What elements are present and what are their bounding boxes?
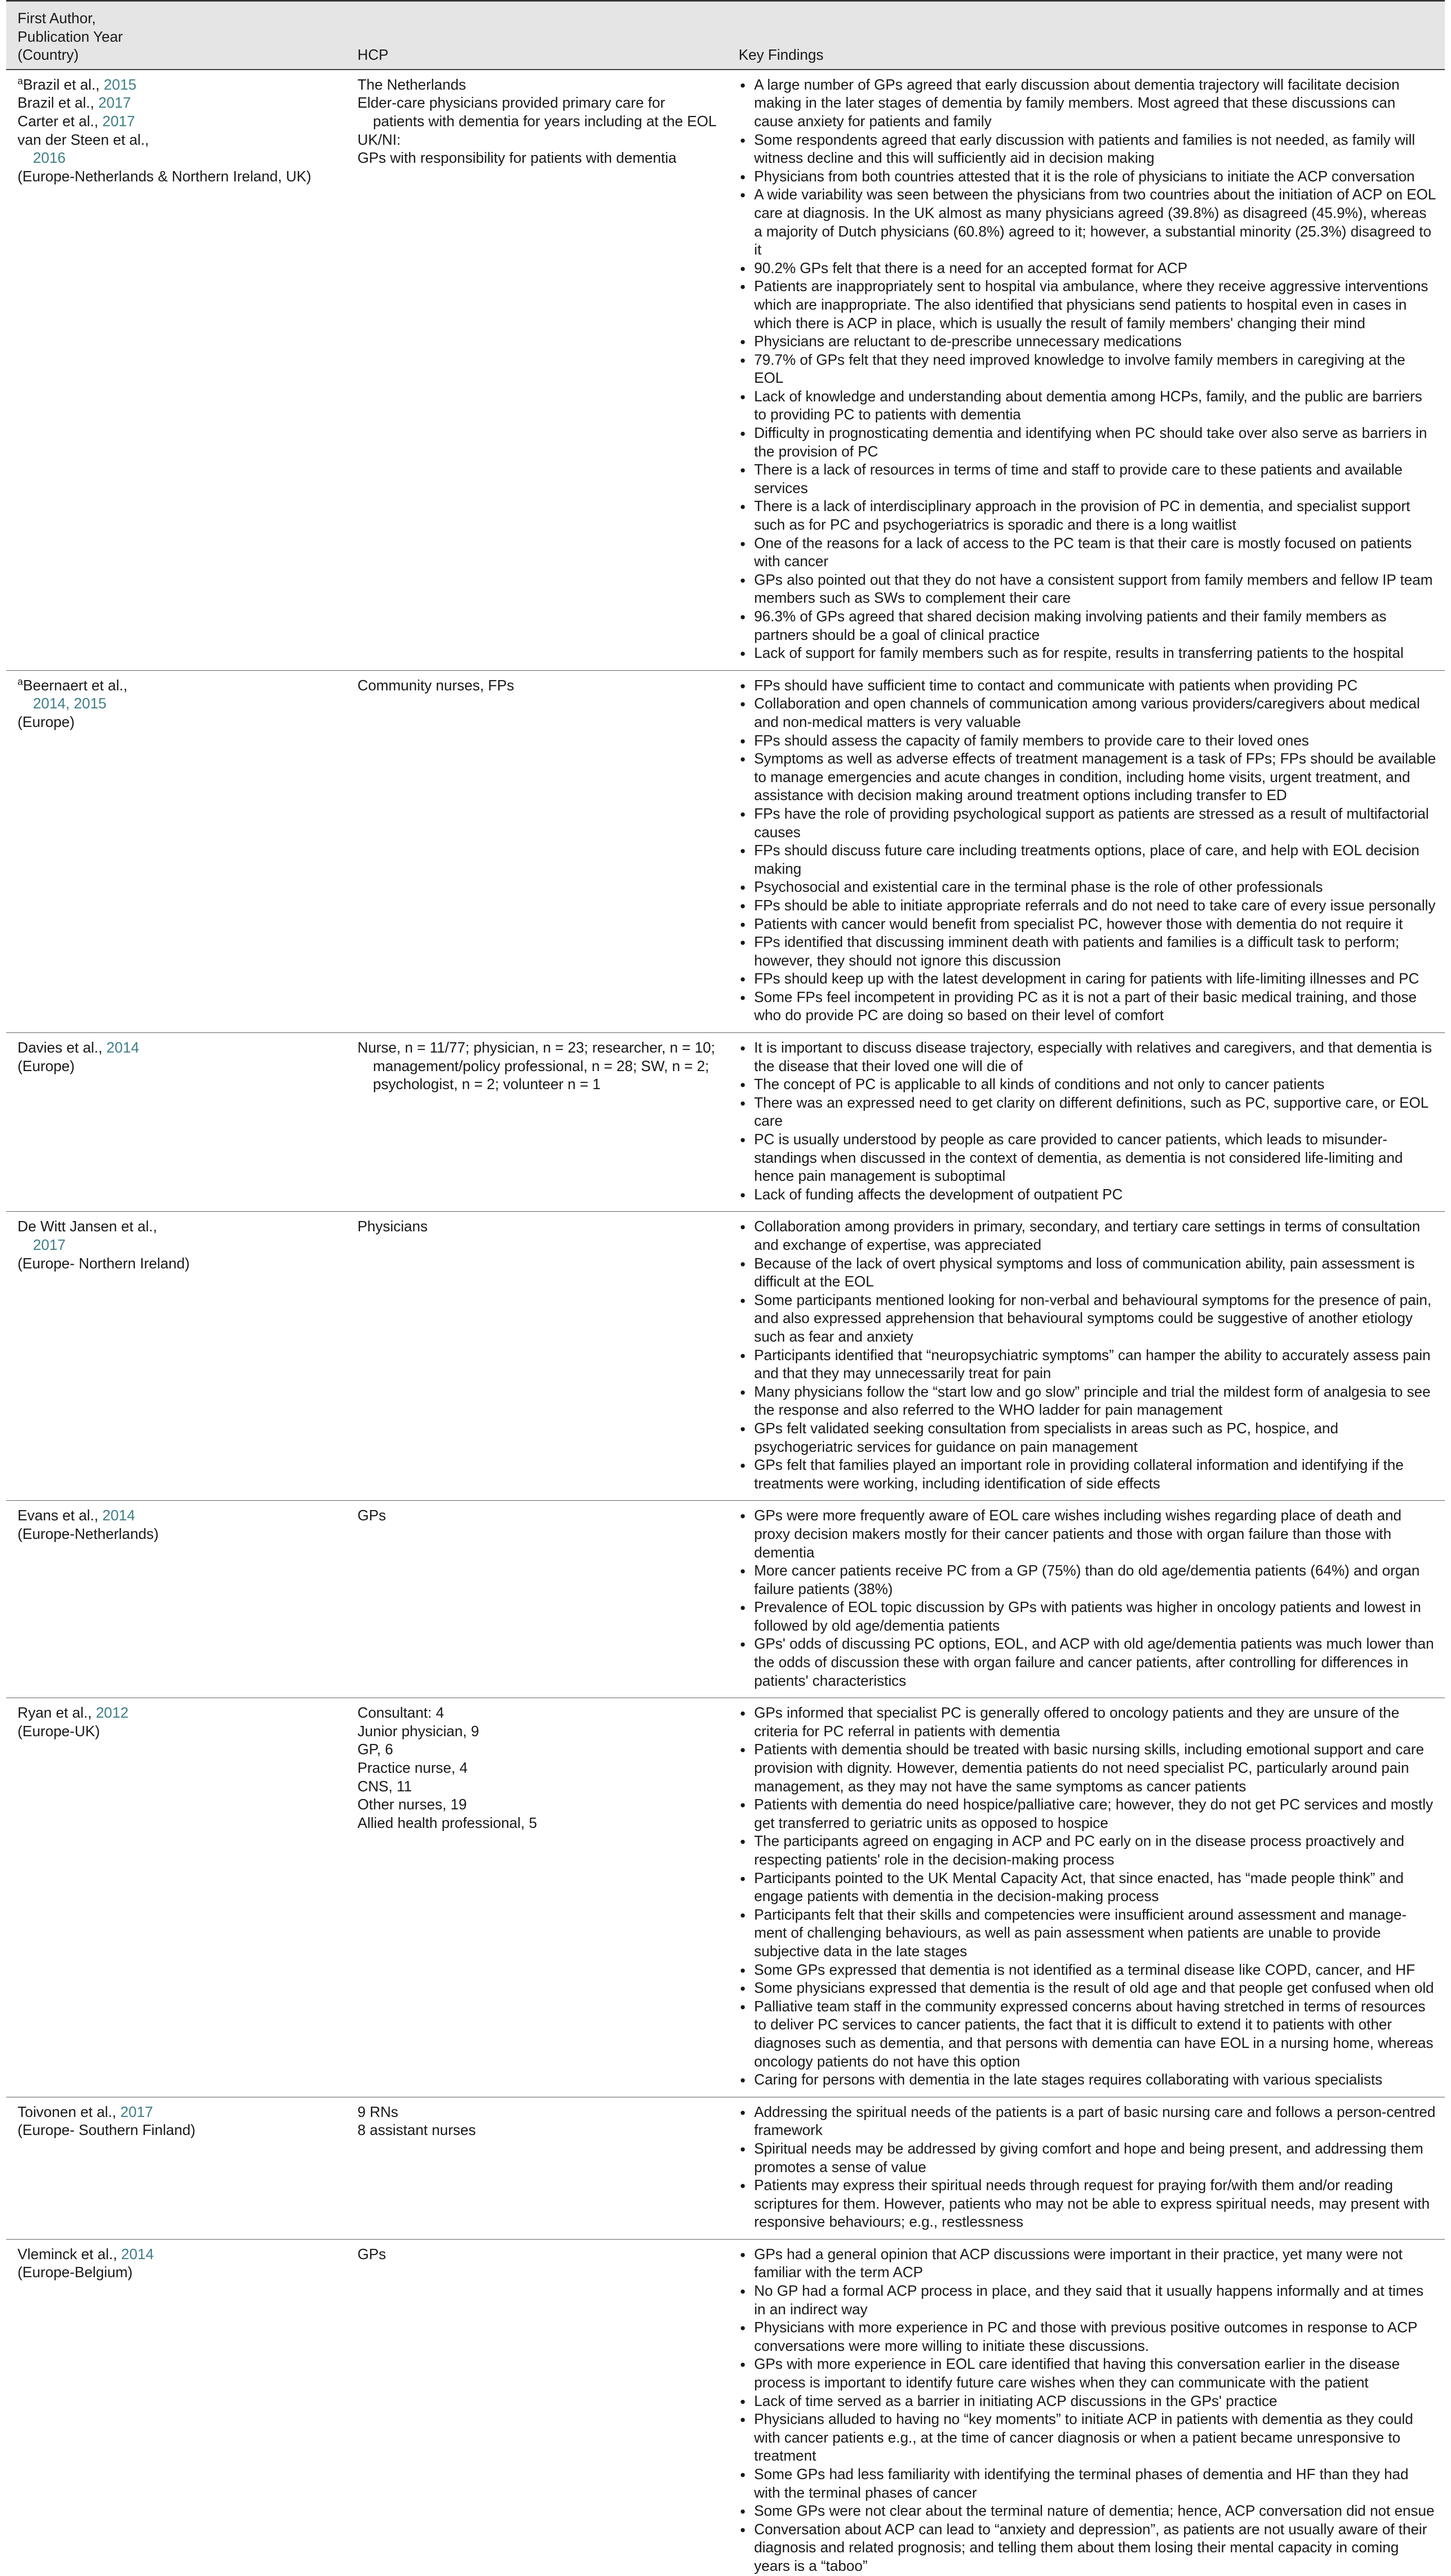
finding-item: 90.2% GPs felt that there is a need for an accepted format for ACP xyxy=(739,260,1437,278)
hcp-line: Junior physician, 9 xyxy=(357,1723,480,1740)
finding-item: Physicians alluded to having no “key moments” to initiate ACP in patients with dementia as they could with cancer patients e.g., at the time of cancer diagnosis or when a patient became unresponsive to treatment xyxy=(739,2411,1437,2466)
author-line xyxy=(18,2246,338,2264)
author-name: Vleminck et al., xyxy=(18,2246,122,2263)
findings-list xyxy=(739,677,1437,1025)
finding-item: Participants identified that “neuropsychiatric symptoms” can hamper the ability to accurately assess pain and that they may unnecessarily treat for pain xyxy=(739,1347,1437,1383)
hcp-line: CNS, 11 xyxy=(357,1778,412,1795)
finding-item: Some GPs had less familiarity with identifying the terminal phases of dementia and HF than they had with the terminal phases of cancer xyxy=(739,2466,1437,2502)
findings-list xyxy=(739,1039,1437,1204)
author-line xyxy=(18,149,338,168)
hcp-line: Nurse, n = 11/77; physician, n = 23; researcher, n = 10; management/policy professional, n = 28; SW, n = 2; psychologist, n = 2; volunteer n = 1 xyxy=(357,1040,715,1093)
hcp-line: GPs xyxy=(357,1507,386,1524)
finding-item: Patients with dementia should be treated with basic nursing skills, including emotional support and care provision with dignity. However, dementia patients do not need specialist PC, particularly around pain management, as they may not have the same symptoms as cancer patients xyxy=(739,1741,1437,1796)
findings-list xyxy=(739,2246,1437,2576)
finding-item: A large number of GPs agreed that early discussion about dementia trajectory will facilitate decision making in the later stages of dementia by family members. Most agreed that these discussions can cause anxiety for patients and family xyxy=(739,76,1437,131)
author-line xyxy=(18,113,338,131)
hcp-cell xyxy=(346,2097,727,2239)
finding-item: Patients are inappropriately sent to hospital via ambulance, where they receive aggressive interventions which are inappropriate. The also identified that physicians send patients to hospital even in cases in which there is ACP in place, which is usually the result of family members' changing their mind xyxy=(739,278,1437,333)
finding-item: Caring for persons with dementia in the late stages requires collaborating with various specialists xyxy=(739,2071,1437,2090)
finding-item: Physicians from both countries attested that it is the role of physicians to initiate the ACP conversation xyxy=(739,168,1437,187)
finding-item: FPs have the role of providing psychological support as patients are stressed as a result of multifactorial causes xyxy=(739,805,1437,842)
finding-item: Because of the lack of overt physical symptoms and loss of communication ability, pain assessment is difficult at the EOL xyxy=(739,1255,1437,1292)
footnote-marker: a xyxy=(18,676,23,688)
author-cell xyxy=(6,2097,346,2239)
hcp-line: GPs xyxy=(357,2246,386,2263)
author-cell xyxy=(6,1698,346,2097)
finding-item: Collaboration and open channels of communication among various providers/caregivers about medical and non-medical matters is very valuable xyxy=(739,695,1437,732)
finding-item: GPs also pointed out that they do not have a consistent support from family members and fellow IP team members such as SWs to complement their care xyxy=(739,571,1437,608)
finding-item: GPs informed that specialist PC is generally offered to oncology patients and they are unsure of the criteria for PC referral in patients with dementia xyxy=(739,1704,1437,1741)
author-line xyxy=(18,76,338,95)
findings-list xyxy=(739,1507,1437,1690)
hcp-line: UK/NI: xyxy=(357,131,401,148)
finding-item: GPs had a general opinion that ACP discussions were important in their practice, yet many were not familiar with the term ACP xyxy=(739,2246,1437,2282)
study-row xyxy=(6,2239,1445,2576)
findings-list xyxy=(739,1218,1437,1493)
finding-item: GPs were more frequently aware of EOL care wishes including wishes regarding place of death and proxy decision makers mostly for their cancer patients and those with organ failure than those with dementia xyxy=(739,1507,1437,1562)
finding-item: It is important to discuss disease trajectory, especially with relatives and caregivers, and that dementia is the disease that their loved one will die of xyxy=(739,1039,1437,1076)
citation-year-link[interactable]: 2015 xyxy=(104,76,136,93)
finding-item: Patients may express their spiritual needs through request for praying for/with them and/or reading scriptures for them. However, patients who may not be able to express spiritual needs, may present with responsive behaviours; e.g., restlessness xyxy=(739,2177,1437,2232)
author-name: van der Steen et al., xyxy=(18,131,149,148)
finding-item: FPs should discuss future care including treatments options, place of care, and help with EOL decision making xyxy=(739,842,1437,878)
finding-item: Prevalence of EOL topic discussion by GPs with patients was higher in oncology patients and lowest in followed by old age/dementia patients xyxy=(739,1599,1437,1635)
hcp-line: Practice nurse, 4 xyxy=(357,1760,468,1777)
finding-item: Psychosocial and existential care in the terminal phase is the role of other professionals xyxy=(739,878,1437,897)
study-row xyxy=(6,70,1445,671)
author-name: Beernaert et al., xyxy=(23,677,128,694)
hcp-cell xyxy=(346,2239,727,2576)
finding-item: GPs with more experience in EOL care identified that having this conversation earlier in the disease process is important to identify future care wishes when they can communicate with the patient xyxy=(739,2355,1437,2392)
finding-item: 79.7% of GPs felt that they need improved knowledge to involve family members in caregiving at the EOL xyxy=(739,351,1437,388)
header-findings: Key Findings xyxy=(727,1,1445,70)
author-line xyxy=(18,2104,338,2122)
findings-list xyxy=(739,1704,1437,2089)
finding-item: FPs should have sufficient time to contact and communicate with patients when providing PC xyxy=(739,677,1437,696)
header-author: First Author, Publication Year (Country) xyxy=(6,1,346,70)
findings-cell xyxy=(727,70,1445,671)
finding-item: The concept of PC is applicable to all kinds of conditions and not only to cancer patients xyxy=(739,1076,1437,1094)
hcp-line: The Netherlands xyxy=(357,76,466,93)
citation-year-link[interactable]: 2017 xyxy=(102,113,135,130)
study-country: (Europe) xyxy=(18,714,75,731)
finding-item: Lack of funding affects the development of outpatient PC xyxy=(739,1186,1437,1205)
author-cell xyxy=(6,1212,346,1501)
author-cell xyxy=(6,670,346,1032)
hcp-line: 9 RNs xyxy=(357,2104,399,2121)
footnote-marker: a xyxy=(18,76,23,87)
finding-item: FPs identified that discussing imminent death with patients and families is a difficult task to perform; however, they should not ignore this discussion xyxy=(739,934,1437,970)
finding-item: PC is usually understood by people as care provided to cancer patients, which leads to misunder-standings when discussed in the context of dementia, as dementia is not considered life-limiting and hence pain management is suboptimal xyxy=(739,1131,1437,1186)
literature-table xyxy=(6,0,1445,2576)
finding-item: Participants felt that their skills and competencies were insufficient around assessment and manage-ment of challenging behaviours, as well as pain assessment when patients are unable to provide subjective data in the late stages xyxy=(739,1906,1437,1961)
hcp-cell xyxy=(346,1698,727,2097)
citation-year-link[interactable]: 2017 xyxy=(33,1237,66,1253)
hcp-line: Consultant: 4 xyxy=(357,1705,444,1722)
author-line xyxy=(18,1507,338,1526)
study-row xyxy=(6,1501,1445,1698)
finding-item: There is a lack of resources in terms of time and staff to provide care to these patients and available services xyxy=(739,461,1437,498)
finding-item: One of the reasons for a lack of access to the PC team is that their care is mostly focused on patients with cancer xyxy=(739,535,1437,571)
finding-item: 96.3% of GPs agreed that shared decision making involving patients and their family members as partners should be a goal of clinical practice xyxy=(739,608,1437,645)
finding-item: Addressing the spiritual needs of the patients is a part of basic nursing care and follows a person-centred framework xyxy=(739,2104,1437,2140)
study-country: (Europe-UK) xyxy=(18,1723,100,1740)
finding-item: Spiritual needs may be addressed by giving comfort and hope and being present, and addressing them promotes a sense of value xyxy=(739,2140,1437,2177)
hcp-cell xyxy=(346,670,727,1032)
finding-item: Lack of time served as a barrier in initiating ACP discussions in the GPs' practice xyxy=(739,2393,1437,2411)
author-cell xyxy=(6,70,346,671)
findings-cell xyxy=(727,1212,1445,1501)
findings-cell xyxy=(727,2097,1445,2239)
findings-cell xyxy=(727,1033,1445,1212)
author-cell xyxy=(6,2239,346,2576)
study-country: (Europe) xyxy=(18,1058,75,1075)
findings-list xyxy=(739,2104,1437,2232)
finding-item: GPs' odds of discussing PC options, EOL, and ACP with old age/dementia patients was much lower than the odds of discussion these with organ failure and cancer patients, after controlling for differences in patients' characteristics xyxy=(739,1635,1437,1690)
author-name: Davies et al., xyxy=(18,1040,107,1057)
finding-item: Lack of knowledge and understanding about dementia among HCPs, family, and the public are barriers to providing PC to patients with dementia xyxy=(739,388,1437,425)
finding-item: Some GPs were not clear about the terminal nature of dementia; hence, ACP conversation did not ensue xyxy=(739,2502,1437,2521)
findings-list xyxy=(739,76,1437,663)
author-line xyxy=(18,1704,338,1723)
finding-item: Lack of support for family members such as for respite, results in transferring patients to the hospital xyxy=(739,645,1437,663)
finding-item: Some physicians expressed that dementia is the result of old age and that people get confused when old xyxy=(739,1979,1437,1998)
author-name: Brazil et al., xyxy=(23,76,104,93)
hcp-cell xyxy=(346,1212,727,1501)
finding-item: Some participants mentioned looking for non-verbal and behavioural symptoms for the presence of pain, and also expressed apprehension that behavioural symptoms could be suggestive of another etiology such as fear and anxiety xyxy=(739,1292,1437,1347)
finding-item: Patients with cancer would benefit from specialist PC, however those with dementia do not require it xyxy=(739,916,1437,934)
hcp-line: Physicians xyxy=(357,1218,428,1235)
finding-item: FPs should be able to initiate appropriate referrals and do not need to take care of every issue personally xyxy=(739,897,1437,916)
finding-item: The participants agreed on engaging in ACP and PC early on in the disease process proactively and respecting patients' role in the decision-making process xyxy=(739,1833,1437,1869)
study-country: (Europe- Southern Finland) xyxy=(18,2122,196,2139)
finding-item: There was an expressed need to get clarity on different definitions, such as PC, supportive care, or EOL care xyxy=(739,1094,1437,1131)
finding-item: Patients with dementia do need hospice/palliative care; however, they do not get PC services and mostly get transferred to geriatric units as opposed to hospice xyxy=(739,1796,1437,1833)
author-line xyxy=(18,695,338,714)
citation-year-link[interactable]: 2017 xyxy=(98,95,131,112)
finding-item: Physicians with more experience in PC and those with previous positive outcomes in response to ACP conversations were more willing to initiate these discussions. xyxy=(739,2319,1437,2355)
finding-item: A wide variability was seen between the physicians from two countries about the initiation of ACP on EOL care at diagnosis. In the UK almost as many physicians agreed (39.8%) as disagreed (45.9%), whereas a majority of Dutch physicians (60.8%) agreed to it; however, a substantial minority (25.3%) disagreed to it xyxy=(739,186,1437,259)
citation-year-link[interactable]: 2017 xyxy=(120,2104,153,2121)
author-line xyxy=(18,1218,338,1236)
finding-item: More cancer patients receive PC from a GP (75%) than do old age/dementia patients (64%) and organ failure patients (38%) xyxy=(739,1562,1437,1599)
study-row xyxy=(6,1212,1445,1501)
hcp-cell xyxy=(346,1033,727,1212)
author-name: Toivonen et al., xyxy=(18,2104,121,2121)
findings-cell xyxy=(727,1698,1445,2097)
author-name: Ryan et al., xyxy=(18,1705,96,1722)
study-row xyxy=(6,1698,1445,2097)
finding-item: Physicians are reluctant to de-prescribe unnecessary medications xyxy=(739,333,1437,351)
finding-item: Participants pointed to the UK Mental Capacity Act, that since enacted, has “made people think” and engage patients with dementia in the decision-making process xyxy=(739,1870,1437,1906)
author-name: De Witt Jansen et al., xyxy=(18,1218,157,1235)
citation-year-link[interactable]: 2016 xyxy=(33,150,66,167)
study-country: (Europe-Belgium) xyxy=(18,2264,133,2281)
finding-item: Collaboration among providers in primary, secondary, and tertiary care settings in terms of consultation and exchange of expertise, was appreciated xyxy=(739,1218,1437,1255)
header-hcp: HCP xyxy=(346,1,727,70)
author-line xyxy=(18,131,338,150)
findings-cell xyxy=(727,670,1445,1032)
finding-item: FPs should assess the capacity of family members to provide care to their loved ones xyxy=(739,732,1437,751)
finding-item: GPs felt that families played an important role in providing collateral information and identifying if the treatments were working, including identification of side effects xyxy=(739,1456,1437,1493)
study-row xyxy=(6,1033,1445,1212)
finding-item: Palliative team staff in the community expressed concerns about having stretched in terms of resources to deliver PC services to cancer patients, the fact that it is difficult to extend it to patients with other diagnoses such as dementia, and that persons with dementia can have EOL in a nursing home, whereas oncology patients do not have this option xyxy=(739,1998,1437,2071)
citation-year-link[interactable]: 2014 xyxy=(102,1507,135,1524)
citation-year-link[interactable]: 2014, 2015 xyxy=(33,696,107,713)
finding-item: Some respondents agreed that early discussion with patients and families is not needed, as family will witness decline and this will sufficiently aid in decision making xyxy=(739,131,1437,168)
study-country: (Europe- Northern Ireland) xyxy=(18,1255,190,1272)
finding-item: Symptoms as well as adverse effects of treatment management is a task of FPs; FPs should be available to manage emergencies and acute changes in condition, including home visits, urgent treatment, and assistance with decision making around treatment options including transfer to ED xyxy=(739,750,1437,805)
finding-item: There is a lack of interdisciplinary approach in the provision of PC in dementia, and specialist support such as for PC and psychogeriatrics is sporadic and there is a long waitlist xyxy=(739,498,1437,534)
findings-cell xyxy=(727,1501,1445,1698)
author-cell xyxy=(6,1501,346,1698)
finding-item: No GP had a formal ACP process in place, and they said that it usually happens informally and at times in an indirect way xyxy=(739,2282,1437,2319)
hcp-line: Community nurses, FPs xyxy=(357,677,515,694)
citation-year-link[interactable]: 2012 xyxy=(96,1705,129,1722)
finding-item: Some FPs feel incompetent in providing PC as it is not a part of their basic medical training, and those who do provide PC are doing so based on their level of comfort xyxy=(739,989,1437,1025)
author-name: Evans et al., xyxy=(18,1507,103,1524)
finding-item: Some GPs expressed that dementia is not identified as a terminal disease like COPD, cancer, and HF xyxy=(739,1961,1437,1980)
finding-item: FPs should keep up with the latest development in caring for patients with life-limiting illnesses and PC xyxy=(739,970,1437,989)
author-line xyxy=(18,1236,338,1255)
study-country: (Europe-Netherlands & Northern Ireland, UK) xyxy=(18,168,312,185)
study-country: (Europe-Netherlands) xyxy=(18,1526,159,1543)
author-line xyxy=(18,677,338,696)
hcp-line: Other nurses, 19 xyxy=(357,1797,467,1814)
citation-year-link[interactable]: 2014 xyxy=(106,1040,140,1057)
table-body xyxy=(6,70,1445,2576)
author-cell xyxy=(6,1033,346,1212)
hcp-line: Allied health professional, 5 xyxy=(357,1815,537,1832)
author-name: Carter et al., xyxy=(18,113,103,130)
finding-item: Many physicians follow the “start low and go slow” principle and trial the mildest form of analgesia to see the response and also referred to the WHO ladder for pain management xyxy=(739,1383,1437,1420)
hcp-cell xyxy=(346,70,727,671)
study-row xyxy=(6,2097,1445,2239)
hcp-line: 8 assistant nurses xyxy=(357,2122,476,2139)
finding-item: Conversation about ACP can lead to “anxiety and depression”, as patients are not usually aware of their diagnosis and related prognosis; and telling them about them losing their mental capacity in coming years is a “taboo” xyxy=(739,2521,1437,2576)
header-row xyxy=(6,1,1445,70)
finding-item: Difficulty in prognosticating dementia and identifying when PC should take over also serve as barriers in the provision of PC xyxy=(739,425,1437,461)
hcp-line: GP, 6 xyxy=(357,1741,394,1758)
citation-year-link[interactable]: 2014 xyxy=(121,2246,154,2263)
study-row xyxy=(6,670,1445,1032)
findings-cell xyxy=(727,2239,1445,2576)
hcp-cell xyxy=(346,1501,727,1698)
author-name: Brazil et al., xyxy=(18,95,98,112)
author-line xyxy=(18,94,338,113)
author-line xyxy=(18,1039,338,1058)
hcp-line: GPs with responsibility for patients with dementia xyxy=(357,150,677,167)
hcp-line: Elder-care physicians provided primary care for patients with dementia for years including at the EOL xyxy=(357,95,716,130)
finding-item: GPs felt validated seeking consultation from specialists in areas such as PC, hospice, and psychogeriatric services for guidance on pain management xyxy=(739,1420,1437,1456)
